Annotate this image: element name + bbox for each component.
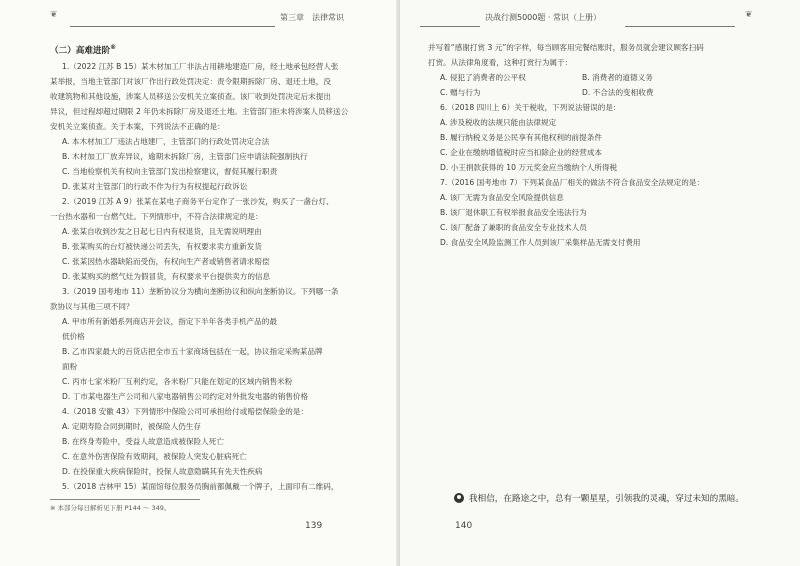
text-line: 低价格 [62, 331, 85, 341]
chapter-header: 第三章 法律常识 [280, 13, 344, 22]
answer-option: C. 赠与行为 [440, 88, 481, 97]
text-line: 打赏。从法律角度看，这种打赏行为属于： [428, 58, 573, 67]
answer-option: C. 当地检察机关有权向主管部门发出检察建议，督促其履行职责 [62, 166, 278, 176]
answer-option-row [428, 70, 768, 85]
answer-option: B. 消费者的道德义务 [582, 73, 653, 82]
text-line: 异议，但过程却超过期限 2 年仍未拆除厂房及退还土地。主管部门拒未将涉案人员移送公 [50, 106, 349, 116]
answer-option: D. 不合法的变相收费 [582, 88, 654, 97]
answer-option: A. 侵犯了消费者的公平权 [440, 73, 526, 82]
question-stem: 7.（2016 国考地市 7）下列某食品厂相关的做法不符合食品安全法规定的是： [440, 178, 705, 187]
text-line: 某举报，当地主管部门对该厂作出行政处罚决定：责令限期拆除厂房、退还土地，没 [50, 76, 331, 86]
answer-option: B. 在终身寿险中，受益人故意造成被保险人死亡 [62, 436, 224, 446]
text-line: 面粉 [62, 361, 78, 371]
text-line: 并写着“感谢打赏 3 元”的字样，每当顾客用完餐结账时，服务员就会建议顾客扫码 [428, 43, 704, 52]
leaf-ornament-icon: ❦ [745, 10, 753, 20]
book-header: 决战行测5000题 · 常识（上册） [485, 13, 601, 22]
header-rule-left [70, 26, 160, 27]
question-stem: 5.（2018 吉林甲 15）某面馆每位服务员胸前都佩戴一个牌子，上面印有二维码， [62, 481, 339, 491]
answer-option: D. 丁市某电器生产公司和八家电器销售公司约定对外批发电器的销售价格 [62, 391, 309, 401]
answer-option: C. 丙市七家米粉厂互利约定，各米粉厂只能在划定的区域内销售米粉 [62, 376, 293, 386]
motto-text: 我相信，在路途之中，总有一颗星星，引领我的灵魂，穿过未知的黑暗。 [469, 494, 745, 504]
text-line: 安机关立案侦查。关于本案，下列说法不正确的是： [50, 121, 225, 131]
question-stem: 3.（2019 国考地市 11）垄断协议分为横向垄断协议和纵向垄断协议。下列哪一条 [62, 286, 339, 296]
header-rule-mid [160, 26, 275, 27]
answer-option: C. 张某因热水器缺陷而受伤，有权向生产者或销售者请求赔偿 [62, 256, 270, 266]
left-page-content [50, 40, 390, 494]
question-stem: 1.（2022 江苏 B 15）某木材加工厂非法占用耕地建造厂房，经土地承包经营人张 [62, 61, 339, 71]
answer-option: A. 张某自收到沙发之日起七日内有权退货，且无需说明理由 [62, 226, 262, 236]
answer-option: A. 涉及税收的法规只能由法律规定 [440, 118, 557, 127]
answer-option: D. 在投保重大疾病保险时，投保人故意隐瞒其有先天性疾病 [62, 466, 263, 476]
answer-option: D. 张某对主管部门的行政不作为行为有权提起行政诉讼 [62, 181, 248, 191]
text-line: 款协议与其他三项不同？ [50, 301, 134, 311]
answer-option: D. 张某购买的燃气灶为假冒货，有权要求平台提供卖方的信息 [62, 271, 271, 281]
quote-badge-icon [454, 493, 464, 503]
answer-option: B. 该厂退休职工有权举报食品安全违法行为 [440, 208, 587, 217]
right-page-content [428, 40, 768, 250]
answer-option: A. 本木材加工厂违法占地建厂，主管部门的行政处罚决定合法 [62, 136, 270, 146]
answer-option: A. 定期寿险合同到期时，被保险人仍生存 [62, 421, 201, 431]
answer-option: B. 张某购买的台灯被快递公司丢失，有权要求卖方重新发货 [62, 241, 262, 251]
section-title: （二）高难进阶® [50, 44, 117, 56]
question-stem: 4.（2018 安徽 43）下列情形中保险公司可承担给付或赔偿保险金的是： [62, 406, 309, 416]
page-number-left: 139 [305, 521, 323, 531]
footnote-rule [50, 499, 200, 500]
motto [454, 492, 744, 504]
text-line: 收建筑物和其他设施，涉案人员移送公安机关立案侦查。该厂收到处罚决定后未提出 [50, 91, 331, 101]
text-line: 一台热水器和一台燃气灶。下列情形中，不符合法律规定的是： [50, 211, 263, 221]
answer-option: C. 在意外伤害保险有效期间，被保险人突发心脏病死亡 [62, 451, 247, 461]
footnote: ※ 本部分每日解析见下册 P144 ～ 349。 [50, 504, 171, 512]
leaf-ornament-icon: ❦ [50, 10, 58, 20]
answer-option: C. 企业在缴纳增值税时应当扣除企业的经营成本 [440, 148, 603, 157]
answer-option: B. 乙市四家最大的百货店把全市五十家商场包括在一起，协议指定采购某品牌 [62, 346, 323, 356]
answer-option: B. 履行纳税义务是公民享有其他权利的前提条件 [440, 133, 602, 142]
answer-option: B. 木材加工厂放弃异议，逾期未拆除厂房，主管部门应申请法院强制执行 [62, 151, 308, 161]
question-stem: 6.（2018 四川上 6）关于税收，下列说法错误的是： [440, 103, 621, 112]
answer-option: C. 该厂配备了兼职的食品安全专业技术人员 [440, 223, 587, 232]
answer-option: A. 该厂无需为食品安全风险提供信息 [440, 193, 564, 202]
header-rule-right-a [420, 26, 480, 27]
page-number-right: 140 [455, 521, 473, 531]
right-page [400, 0, 800, 566]
answer-option: D. 食品安全风险监测工作人员到该厂采集样品无需支付费用 [440, 238, 641, 247]
question-stem: 2.（2019 江苏 A 9）张某在某电子商务平台定作了一张沙发，购买了一盏台灯、 [62, 196, 334, 206]
answer-option: D. 小王捐款获得的 10 万元奖金应当缴纳个人所得税 [440, 163, 618, 172]
header-rule-right-b [625, 26, 735, 27]
answer-option: A. 甲市所有新婚系列商店开会议，指定下半年各类手机产品的最 [62, 316, 277, 326]
answer-option-row [428, 85, 768, 100]
